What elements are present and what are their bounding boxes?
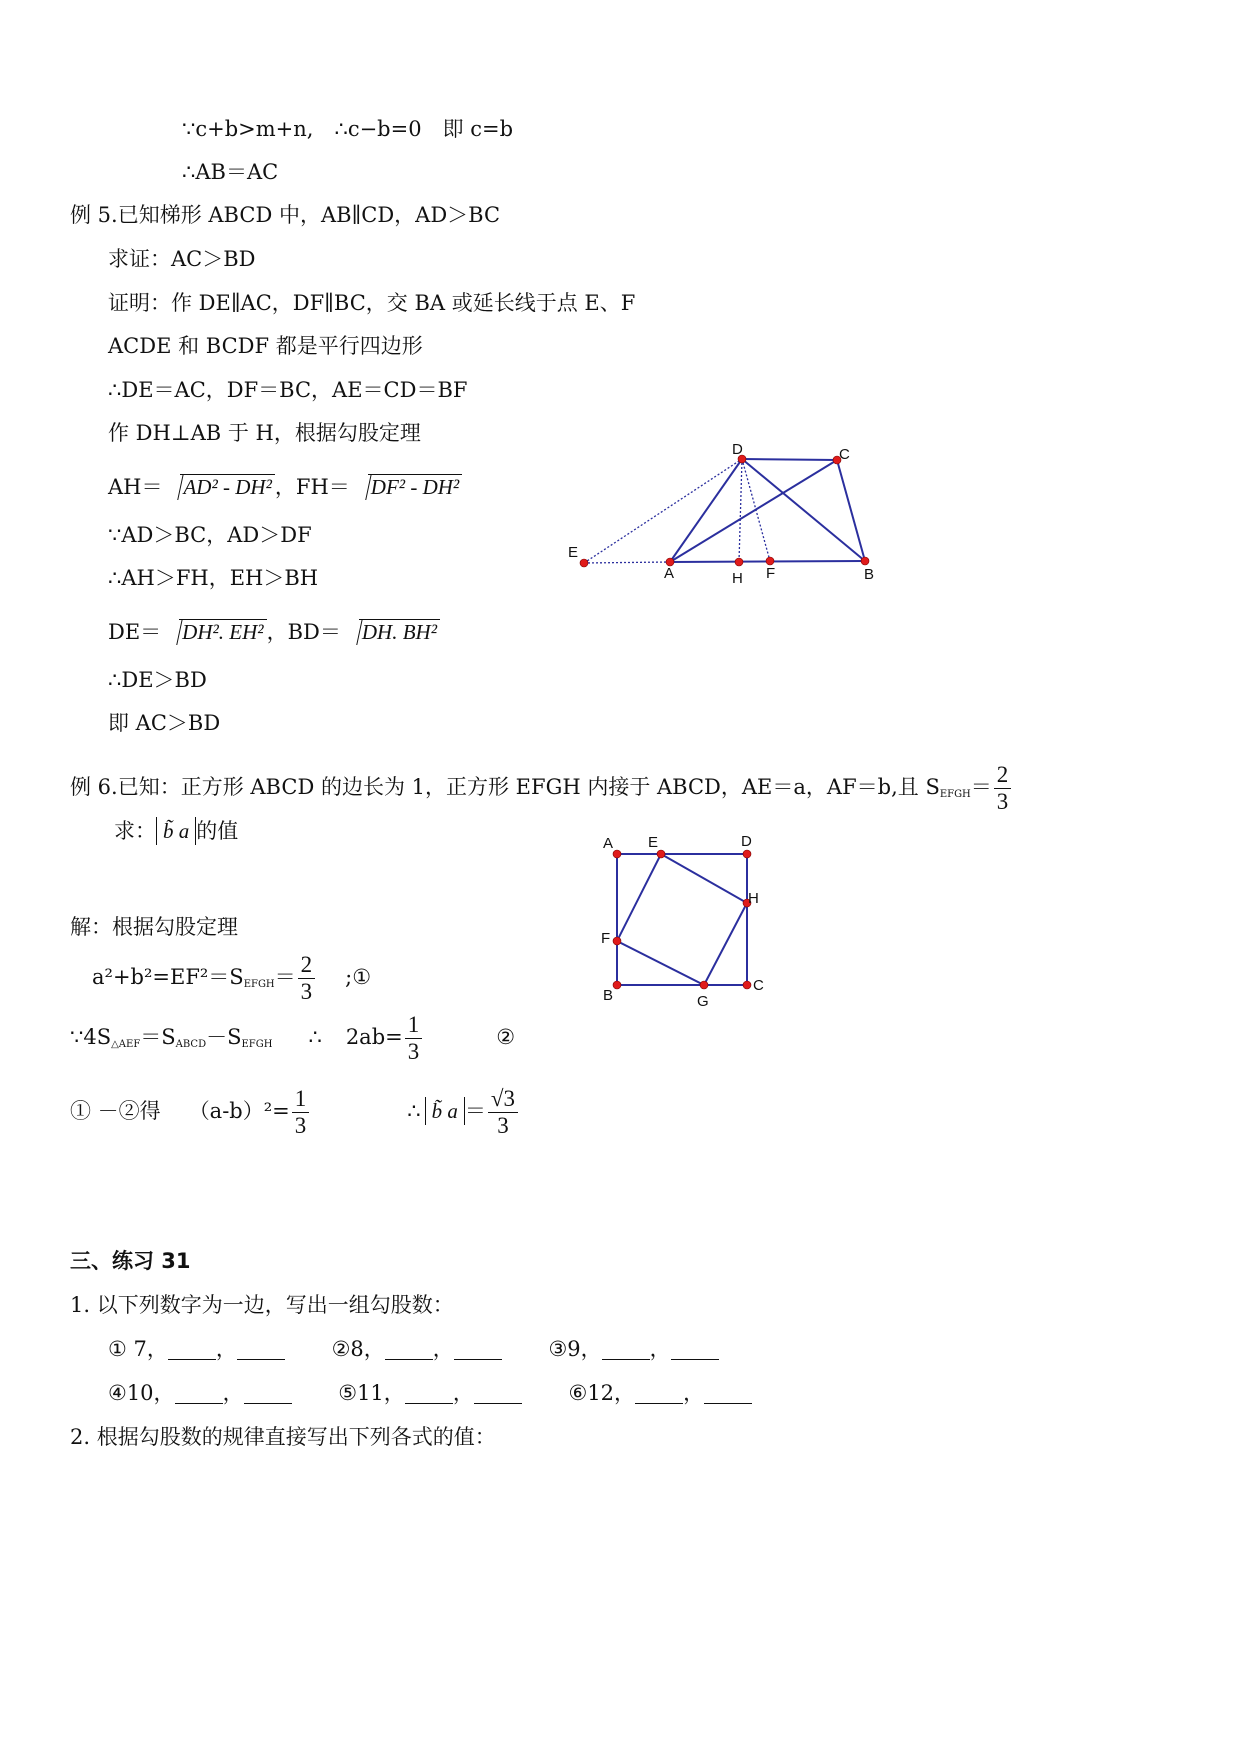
example5-de-bd-equation bbox=[108, 617, 440, 647]
item-label: ⑥12， bbox=[568, 1381, 636, 1405]
eq2-therefore: ∴ bbox=[308, 1025, 322, 1049]
label-B: B bbox=[864, 566, 875, 583]
point-B bbox=[861, 557, 869, 565]
practice-item-6 bbox=[569, 1381, 753, 1405]
fraction-numerator: 2 bbox=[298, 952, 316, 979]
fraction-denominator: 3 bbox=[996, 789, 1009, 814]
example5-prove: 求证：AC＞BD bbox=[108, 247, 256, 271]
point-F bbox=[613, 937, 621, 945]
fraction-numerator: 2 bbox=[994, 762, 1012, 789]
point-H bbox=[735, 558, 743, 566]
eq2-mark: ② bbox=[496, 1025, 516, 1049]
label-F: F bbox=[601, 930, 611, 947]
eq2-fraction bbox=[405, 1012, 423, 1065]
segment-DB bbox=[742, 459, 865, 561]
practice-question-1: 1. 以下列数字为一边，写出一组勾股数： bbox=[70, 1293, 454, 1317]
example6-title-eq: ＝ bbox=[970, 775, 992, 799]
fraction-denominator: 3 bbox=[300, 979, 313, 1004]
label-D: D bbox=[732, 441, 743, 458]
fraction-numerator: √3 bbox=[488, 1086, 518, 1113]
ask-label: 求： bbox=[114, 819, 156, 843]
eq2-value: 2ab= bbox=[345, 1025, 403, 1049]
ah-radical bbox=[162, 472, 274, 502]
label-A: A bbox=[664, 565, 675, 582]
fh-radicand: DF² - DH² bbox=[368, 474, 462, 499]
ah-radicand: AD² - DH² bbox=[180, 474, 274, 499]
de-radicand: DH². EH² bbox=[179, 619, 266, 644]
fraction-denominator: 3 bbox=[294, 1113, 307, 1138]
segment-DH bbox=[739, 459, 742, 562]
item-sep: ， bbox=[683, 1381, 705, 1405]
example6-ask bbox=[114, 816, 238, 846]
answer-blank[interactable] bbox=[175, 1383, 223, 1404]
label-C: C bbox=[839, 446, 850, 463]
fraction-numerator: 1 bbox=[405, 1012, 423, 1039]
practice-item-3 bbox=[548, 1337, 718, 1361]
eq2-mid-1: ＝S bbox=[140, 1025, 176, 1049]
answer-blank[interactable] bbox=[635, 1383, 683, 1404]
fraction-denominator: 3 bbox=[407, 1039, 420, 1064]
example5-title: 例 5.已知梯形 ABCD 中，AB∥CD，AD＞BC bbox=[70, 203, 501, 227]
eq3-text: ① －②得 bbox=[70, 1099, 161, 1123]
answer-blank[interactable] bbox=[237, 1339, 285, 1360]
ask-abs-value: b̃ a bbox=[156, 817, 196, 845]
segment-DA bbox=[670, 459, 742, 562]
practice-item-2 bbox=[332, 1337, 502, 1361]
point-E bbox=[657, 850, 665, 858]
trapezoid-figure bbox=[560, 435, 900, 590]
label-F: F bbox=[766, 565, 776, 582]
segment-CB bbox=[837, 460, 865, 561]
answer-blank[interactable] bbox=[671, 1339, 719, 1360]
practice-row-1 bbox=[108, 1334, 719, 1364]
bd-radical bbox=[341, 617, 440, 647]
point-D bbox=[743, 850, 751, 858]
item-sep: ， bbox=[452, 1381, 474, 1405]
label-A: A bbox=[603, 835, 614, 852]
example5-line-8: ∴DE＞BD bbox=[108, 668, 207, 692]
label-C: C bbox=[753, 977, 764, 994]
segment-ED bbox=[584, 459, 742, 563]
eq1-text: a²+b²=EF²＝S bbox=[92, 965, 244, 989]
eq1-sub: EFGH bbox=[243, 979, 275, 990]
square-ABCD bbox=[617, 854, 747, 985]
point-F bbox=[766, 557, 774, 565]
example5-ah-fh-equation bbox=[108, 472, 462, 502]
point-B bbox=[613, 981, 621, 989]
ah-label: AH＝ bbox=[108, 475, 163, 499]
segment-DC bbox=[742, 459, 837, 460]
item-sep: ， bbox=[222, 1381, 244, 1405]
example6-eq-2 bbox=[70, 1010, 515, 1072]
answer-blank[interactable] bbox=[244, 1383, 292, 1404]
item-label: ① 7， bbox=[108, 1337, 168, 1361]
practice-item-1 bbox=[108, 1337, 285, 1361]
answer-blank[interactable] bbox=[474, 1383, 522, 1404]
example5-proof-2: ACDE 和 BCDF 都是平行四边形 bbox=[108, 334, 423, 358]
answer-blank[interactable] bbox=[602, 1339, 650, 1360]
ask-post: 的值 bbox=[196, 819, 239, 843]
example5-line-5: ∵AD＞BC，AD＞DF bbox=[108, 523, 312, 547]
answer-blank[interactable] bbox=[168, 1339, 216, 1360]
example6-title-sub: EFGH bbox=[939, 789, 971, 800]
example5-proof-4: 作 DH⊥AB 于 H，根据勾股定理 bbox=[108, 421, 421, 445]
eq3-therefore: ∴ bbox=[407, 1099, 421, 1123]
example5-line-9: 即 AC＞BD bbox=[108, 711, 221, 735]
fh-radical bbox=[350, 472, 462, 502]
item-sep: ， bbox=[649, 1337, 671, 1361]
square-figure bbox=[595, 825, 785, 1010]
practice-item-4 bbox=[108, 1381, 292, 1405]
answer-blank[interactable] bbox=[454, 1339, 502, 1360]
example6-title-text: 例 6.已知：正方形 ABCD 的边长为 1，正方形 EFGH 内接于 ABCD，AE＝a，AF＝b,且 S bbox=[70, 775, 940, 799]
label-G: G bbox=[697, 993, 709, 1010]
fh-label: ，FH＝ bbox=[274, 475, 350, 499]
practice-heading: 三、练习 31 bbox=[70, 1249, 191, 1273]
eq1-eq: ＝ bbox=[274, 965, 296, 989]
bd-radicand: DH. BH² bbox=[359, 619, 440, 644]
example6-solution-title: 解：根据勾股定理 bbox=[70, 915, 238, 939]
point-G bbox=[700, 981, 708, 989]
item-sep: ， bbox=[432, 1337, 454, 1361]
de-radical bbox=[161, 617, 266, 647]
item-sep: ， bbox=[215, 1337, 237, 1361]
item-label: ⑤11， bbox=[338, 1381, 405, 1405]
de-label: DE＝ bbox=[108, 620, 162, 644]
label-E: E bbox=[568, 544, 579, 561]
example6-eq-3 bbox=[70, 1082, 520, 1140]
eq2-sub-2: ABCD bbox=[175, 1039, 207, 1050]
eq3-eq: ＝ bbox=[464, 1099, 486, 1123]
segment-EA bbox=[584, 562, 670, 563]
item-label: ④10， bbox=[108, 1381, 175, 1405]
point-E bbox=[580, 559, 588, 567]
item-label: ③9， bbox=[548, 1337, 602, 1361]
label-D: D bbox=[741, 833, 752, 850]
label-H: H bbox=[732, 570, 743, 587]
eq2-sub-3: EFGH bbox=[241, 1039, 273, 1050]
eq1-mark: ;① bbox=[345, 965, 372, 989]
eq2-sub-1: △AEF bbox=[111, 1039, 141, 1050]
label-B: B bbox=[603, 987, 614, 1004]
bd-label: ，BD＝ bbox=[266, 620, 341, 644]
eq2-text: ∵4S bbox=[70, 1025, 112, 1049]
answer-blank[interactable] bbox=[704, 1383, 752, 1404]
item-label: ②8， bbox=[331, 1337, 385, 1361]
answer-blank[interactable] bbox=[385, 1339, 433, 1360]
point-A bbox=[613, 850, 621, 858]
square-EFGH bbox=[617, 854, 747, 985]
example6-title bbox=[70, 760, 1013, 822]
label-E: E bbox=[648, 834, 659, 851]
eq2-mid-2: －S bbox=[206, 1025, 242, 1049]
fraction-denominator: 3 bbox=[497, 1113, 509, 1138]
eq3-abs-value: b̃ a bbox=[425, 1097, 465, 1125]
eq3-fraction-result bbox=[488, 1086, 518, 1139]
answer-blank[interactable] bbox=[405, 1383, 453, 1404]
carryover-line-1: ∵c+b>m+n, ∴c−b=0 即 c=b bbox=[182, 117, 514, 141]
eq3-value: （a-b）²= bbox=[188, 1099, 290, 1123]
practice-item-5 bbox=[338, 1381, 522, 1405]
eq3-fraction bbox=[292, 1086, 310, 1139]
label-H: H bbox=[748, 890, 759, 907]
example5-line-6: ∴AH＞FH，EH＞BH bbox=[108, 566, 319, 590]
example5-proof-3: ∴DE＝AC，DF＝BC，AE＝CD＝BF bbox=[108, 378, 468, 402]
point-C bbox=[743, 981, 751, 989]
segment-CA bbox=[670, 460, 837, 562]
example5-proof-1: 证明：作 DE∥AC，DF∥BC，交 BA 或延长线于点 E、F bbox=[108, 291, 636, 315]
practice-row-2 bbox=[108, 1378, 752, 1408]
eq1-fraction bbox=[298, 952, 316, 1005]
fraction-numerator: 1 bbox=[292, 1086, 310, 1113]
example6-eq-1 bbox=[92, 950, 371, 1012]
carryover-line-2: ∴AB＝AC bbox=[182, 160, 279, 184]
example6-title-fraction bbox=[994, 762, 1012, 815]
practice-question-2: 2. 根据勾股数的规律直接写出下列各式的值： bbox=[70, 1425, 496, 1449]
